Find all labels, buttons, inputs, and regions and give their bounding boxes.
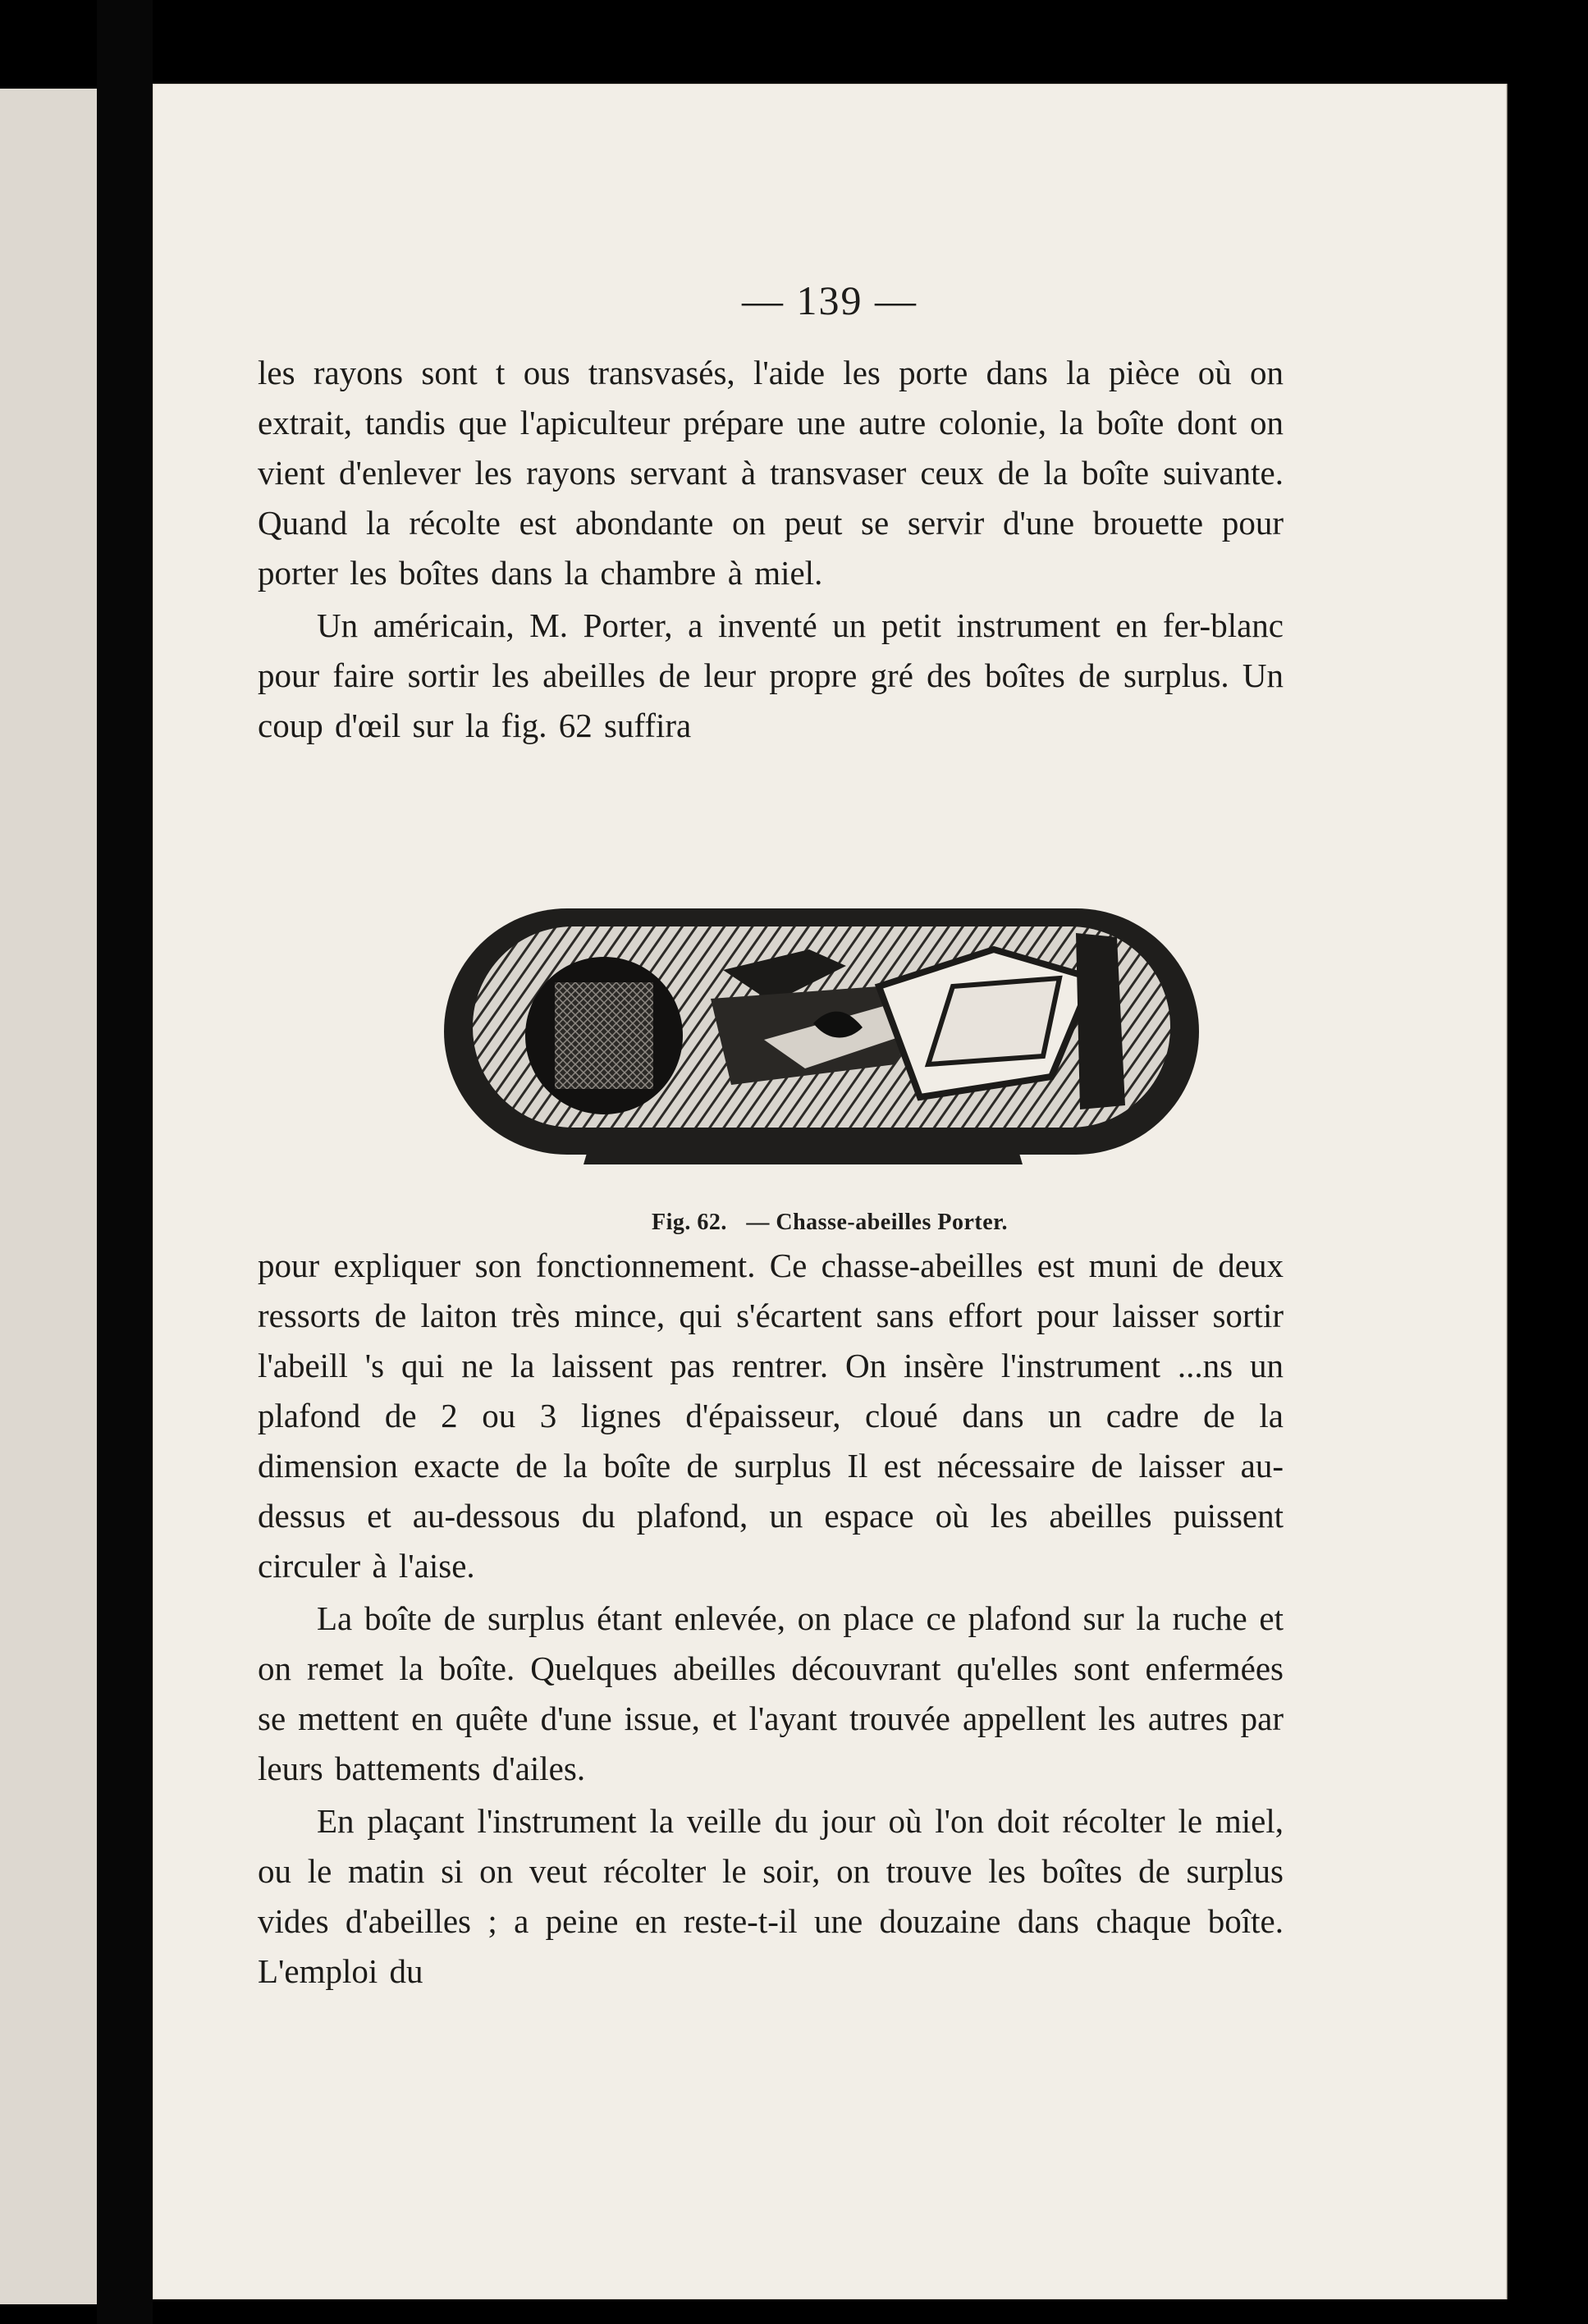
paragraph-removal: La boîte de surplus étant enlevée, on place ce plafond sur la ruche et on remet la boîte. Quelques abeilles découvrant qu'elles sont enfermées se mettent en quête d'une issue, et l'ayant trouvée appellent les autres par leurs battements d'ailes.	[258, 1599, 1284, 1787]
paragraph-harvest-timing: En plaçant l'instrument la veille du jour où l'on doit récolter le miel, ou le matin si on veut récolter le soir, on trouve les boîtes de surplus vides d'abeilles ; a peine en reste-t-il une douzaine dans chaque boîte. L'emploi du	[258, 1802, 1284, 1990]
book-gutter	[97, 0, 153, 2324]
illustration-end-bar	[1076, 933, 1125, 1109]
paragraph-porter-intro: Un américain, M. Porter, a inventé un petit instrument en fer-blanc pour faire sortir les abeilles de leur propre gré des boîtes de surplus. Un coup d'œil sur la fig. 62 suffira	[258, 606, 1284, 744]
text-block-top	[258, 348, 1284, 753]
figure-caption-text: — Chasse-abeilles Porter.	[746, 1210, 1009, 1235]
illustration-base-shadow	[583, 1151, 1023, 1164]
paragraph-transvasement: les rayons sont t ous transvasés, l'aide les porte dans la pièce où on extrait, tandis que l'apiculteur prépare une autre colonie, la boîte dont on vient d'enlever les rayons servant à transvaser ceux de la boîte suivante. Quand la récolte est abondante on peut se servir d'une brouette pour porter les boîtes dans la chambre à miel.	[258, 354, 1284, 592]
page-number: — 139 —	[742, 277, 918, 323]
book-page	[153, 84, 1507, 2299]
paragraph-function: pour expliquer son fonctionnement. Ce chasse-abeilles est muni de deux ressorts de laiton très mince, qui s'écartent sans effort pour laisser sortir l'abeill 's qui ne la laissent pas rentrer. On insère l'instrument ...ns un plafond de 2 ou 3 lignes d'épaisseur, cloué dans un cadre de la dimension exacte de la boîte de surplus Il est nécessaire de laisser au-dessus et au-dessous du plafond, un espace où les abeilles puissent circuler à l'aise.	[258, 1247, 1284, 1585]
porter-bee-escape-illustration	[419, 859, 1240, 1204]
illustration-mesh-square	[555, 982, 653, 1089]
figure-label: Fig. 62.	[651, 1210, 727, 1235]
figure-caption	[153, 1210, 1507, 1236]
text-block-bottom	[258, 1241, 1284, 1999]
adjacent-page-edge	[0, 89, 98, 2304]
